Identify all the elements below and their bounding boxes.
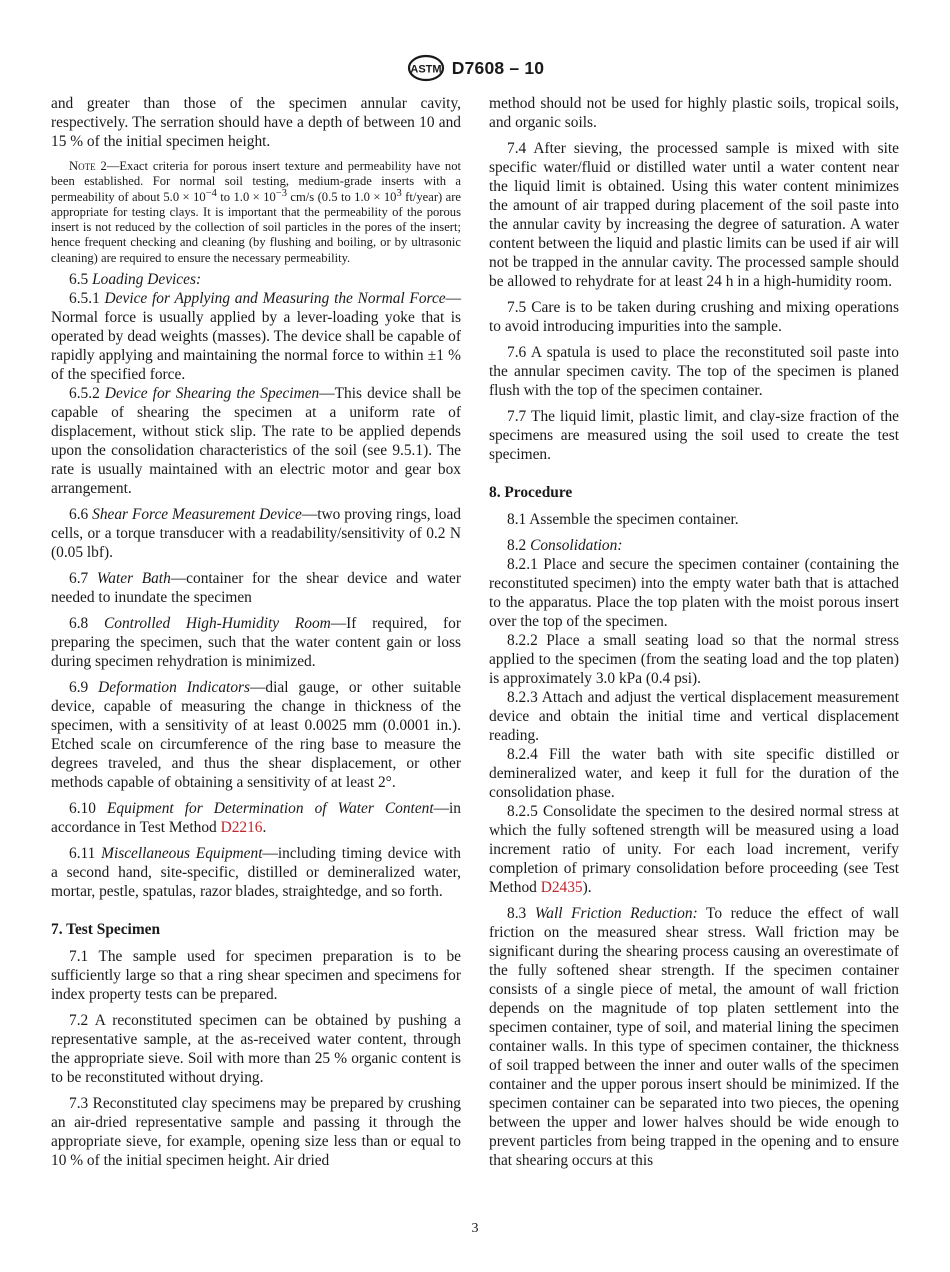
section-6-8: 6.8 Controlled High-Humidity Room—If required, for preparing the specimen, such that the water content gain or loss during specimen rehydration is minimized. — [51, 615, 462, 671]
section-7-1: 7.1 The sample used for specimen preparation is to be sufficiently large so that a ring shear specimen and specimens for index property tests can be prepared. — [51, 948, 461, 1004]
section-7-3: 7.3 Reconstituted clay specimens may be prepared by crushing an air-dried representative sample and passing it through the appropriate sieve, for example, opening size less than or equal to 10 % of the initial specimen height. Air dried — [51, 1095, 461, 1170]
section-6-7: 6.7 Water Bath—container for the shear device and water needed to inundate the specimen — [51, 570, 461, 607]
paragraph-continuation: and greater than those of the specimen annular cavity, respectively. The serration should have a depth of between 10 and 15 % of the initial specimen height. — [51, 95, 461, 150]
page-number: 3 — [471, 1221, 479, 1236]
left-column — [51, 94, 461, 1170]
note-2: Note 2—Exact criteria for porous insert texture and permeability have not been established. For normal soil testing, medium-grade inserts with a permeability of about $5.0 \times 10^{-4}$ to $1.0 \times 10^{-3}$ cm/s (0.5 to $1.0 \times 10^3$ ft/year) are appropriate for testing clays. It is important that the permeability of the porous insert is not reduced by the collection of soil particles in the pores of the insert; hence frequent checking and cleaning (by flushing and boiling, or by ultrasonic cleaning) are required to ensure the necessary permeability. — [51, 159, 462, 265]
section-6-5-2: 6.5.2 Device for Shearing the Specimen—This device shall be capable of shearing the specimen at a uniform rate of displacement, without stick slip. The rate to be applied depends upon the consolidation characteristics of the soil (see 9.5.1). The rate is usually maintained with an electric motor and gear box arrangement. — [51, 385, 461, 498]
section-8-2-4: 8.2.4 Fill the water bath with site specific distilled or demineralized water, and keep it full for the duration of the consolidation phase. — [489, 746, 899, 801]
section-6-5: 6.5 Loading Devices: — [69, 271, 202, 289]
link-d2216[interactable]: D2216 — [220, 819, 263, 837]
section-8-1: 8.1 Assemble the specimen container. — [507, 511, 739, 528]
heading-procedure: 8. Procedure — [489, 484, 573, 501]
astm-logo-icon — [406, 54, 446, 82]
page-header — [0, 54, 950, 82]
section-8-2-2: 8.2.2 Place a small seating load so that the normal stress applied to the specimen (from the seating load and the top platen) is approximately 3.0 kPa (0.4 psi). — [489, 632, 899, 687]
link-d2435[interactable]: D2435 — [540, 879, 583, 896]
heading-test-specimen: 7. Test Specimen — [51, 921, 161, 939]
section-6-10: 6.10 Equipment for Determination of Water Content—in accordance in Test Method D2216. — [51, 800, 461, 837]
right-column — [489, 94, 899, 1170]
section-8-2-5: 8.2.5 Consolidate the specimen to the desired normal stress at which the fully softened strength will be measured using a load increment ratio of unity. For each load increment, verify completion of primary consolidation before proceeding (see Test Method D2435). — [489, 803, 899, 896]
section-7-5: 7.5 Care is to be taken during crushing and mixing operations to avoid introducing impurities into the sample. — [489, 299, 899, 335]
section-7-4: 7.4 After sieving, the processed sample is mixed with site specific water/fluid or distilled water until a water content near the liquid limit is obtained. Using this water content minimizes the amount of air trapped during placement of the soil paste into the annular cavity by increasing the degree of saturation. A water content between the liquid and plastic limits can be used if air will not be trapped in the annular cavity. The processed sample should be allowed to rehydrate for at least 24 h in a high-humidity room. — [489, 140, 899, 290]
section-8-2-3: 8.2.3 Attach and adjust the vertical displacement measurement device and obtain the initial time and vertical displacement reading. — [489, 689, 899, 744]
section-7-7: 7.7 The liquid limit, plastic limit, and clay-size fraction of the specimens are measured using the soil used to create the test specimen. — [489, 408, 899, 463]
svg-text:ASTM: ASTM — [410, 63, 442, 76]
section-6-9: 6.9 Deformation Indicators—dial gauge, or other suitable device, capable of measuring the change in thickness of the specimen, with a sensitivity of at least 0.0025 mm (0.0001 in.). Etched scale on circumference of the ring base to measure the degrees traveled, and thus the shear displacement, or other methods capable of obtaining a sensitivity of at least 2°. — [51, 679, 461, 792]
section-8-2: 8.2 Consolidation: — [507, 537, 623, 554]
section-7-6: 7.6 A spatula is used to place the reconstituted soil paste into the annular specimen cavity. The top of the specimen is planed flush with the top of the specimen container. — [489, 344, 899, 399]
section-6-6: 6.6 Shear Force Measurement Device—two proving rings, load cells, or a torque transducer with a readability/sensitivity of 0.2 N (0.05 lbf). — [51, 506, 461, 562]
document-designation: D7608 – 10 — [451, 57, 545, 78]
section-8-2-1: 8.2.1 Place and secure the specimen container (containing the reconstituted specimen) into the empty water bath that is attached to the apparatus. Place the top platen with the moist porous insert over the top of the specimen. — [489, 556, 899, 630]
section-8-3: 8.3 Wall Friction Reduction: To reduce the effect of wall friction on the measured shear stress. Wall friction may be significant during the shearing process causing an overestimate of the fully softened shear strength. If the specimen container consists of a single piece of metal, the amount of wall friction depends on the magnitude of top platen settlement into the specimen container, type of soil, and material lining the specimen container walls. In this type of specimen container, the thickness of soil trapped between the inner and outer walls of the specimen container and the upper porous insert should be minimized. If the specimen container can be separated into two pieces, the opening between the upper and lower halves should be wide enough to prevent particles from being trapped in the opening and to ensure that shearing occurs at this — [489, 905, 899, 1169]
section-7-2: 7.2 A reconstituted specimen can be obtained by pushing a representative sample, at the as-received water content, through the appropriate sieve. Soil with more than 25 % organic content is to be reconstituted without drying. — [51, 1012, 461, 1087]
paragraph-continuation: method should not be used for highly plastic soils, tropical soils, and organic soils. — [489, 95, 899, 131]
note-label: Note 2 — [69, 159, 107, 173]
section-6-11: 6.11 Miscellaneous Equipment—including timing device with a second hand, site-specific, distilled or demineralized water, mortar, pestle, spatulas, razor blades, straightedge, and so forth. — [51, 845, 461, 901]
section-6-5-1: 6.5.1 Device for Applying and Measuring the Normal Force—Normal force is usually applied by a lever-loading yoke that is operated by dead weights (masses). The device shall be capable of rapidly applying and maintaining the normal force to within ±1 % of the specified force. — [51, 290, 461, 384]
